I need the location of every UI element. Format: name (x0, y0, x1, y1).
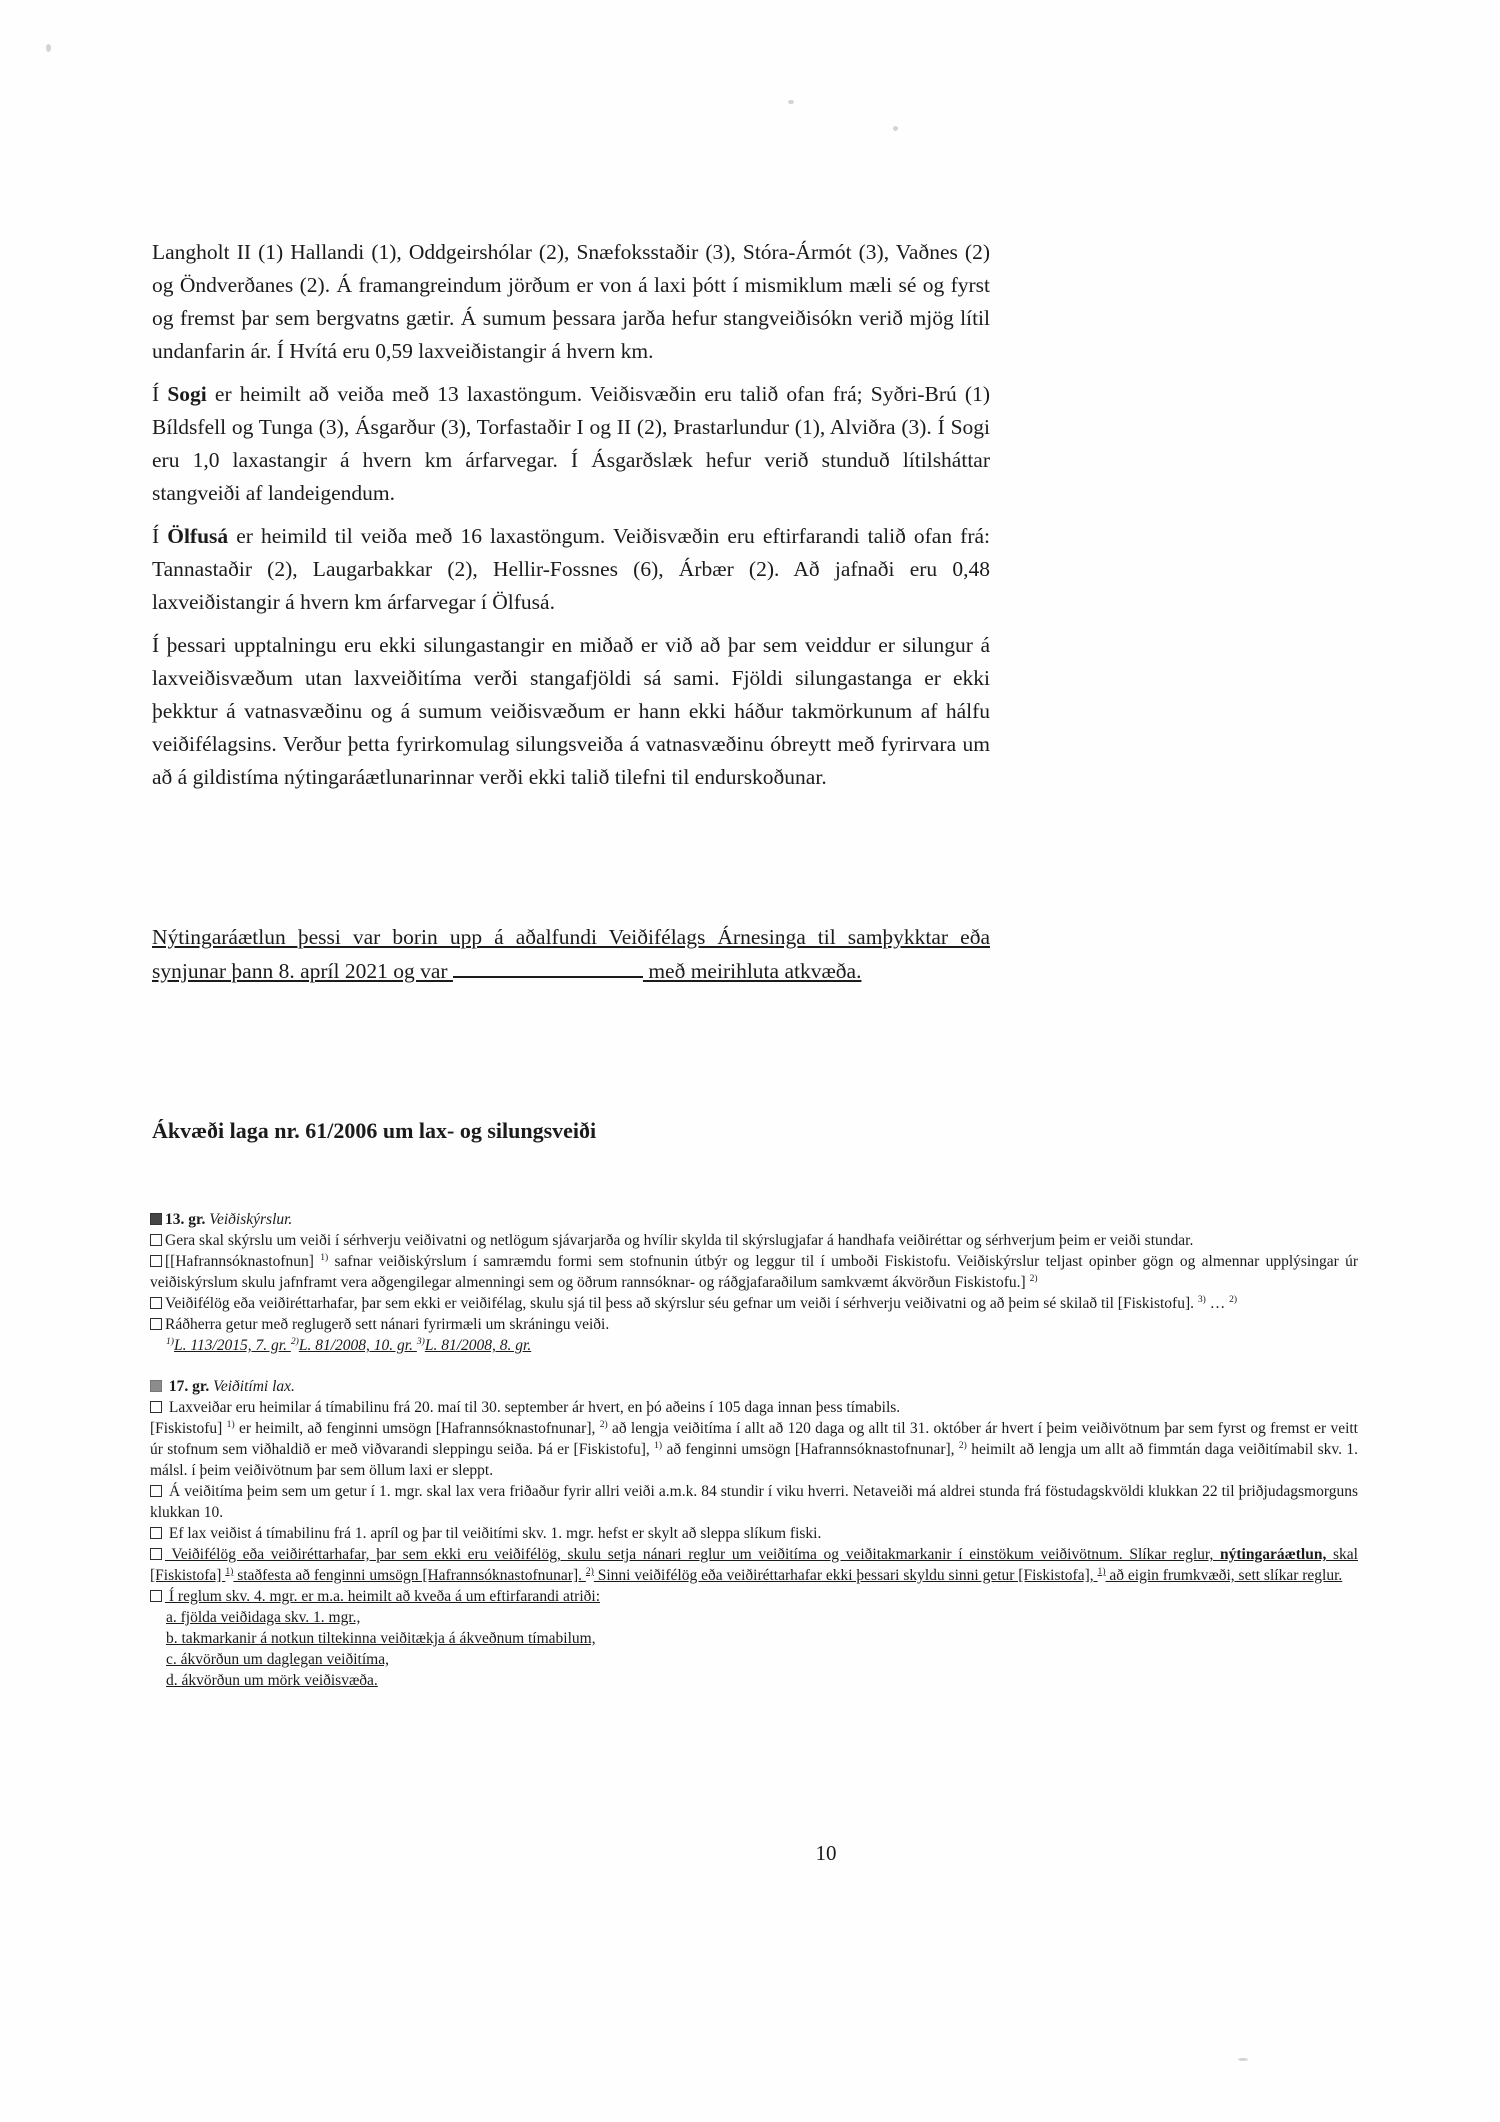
text-segment: Ölfusá (167, 524, 229, 548)
section-17-paragraph (150, 1481, 1358, 1523)
scan-artifact (46, 44, 51, 52)
scan-artifact (893, 126, 898, 131)
text-segment: Í (152, 524, 168, 548)
text-segment: Í þessari upptalningu eru ekki silungastangir en miðað er við að þar sem veiddur er silungur á laxveiðisvæðum utan laxveiðitíma verði stangafjöldi sá sami. Fjöldi silungastanga er ekki þekktur á vatnasvæðinu og á sumum veiðisvæðum er hann ekki háður takmörkunum af hálfu veiðifélagsins. Verður þetta fyrirkomulag silungsveiða á vatnasvæðinu óbreytt með fyrirvara um að á gildistíma nýtingaráætlunarinnar verði ekki talið tilefni til endurskoðunar. (152, 633, 990, 789)
text-segment: nýtingaráætlun, (1219, 1546, 1327, 1563)
section-13-paragraph (150, 1293, 1358, 1314)
section-13-paragraph (150, 1230, 1358, 1251)
law-text-column (150, 1209, 1358, 1691)
section-17-list-item (150, 1649, 1358, 1670)
text-segment: Gera skal skýrslu um veiði í sérhverju veiðivatni og netlögum sjávarjarða og hvílir skylda til skýrslugjafar á handhafa veiðiréttar og sérhverjum þeim er veiði stundar. (165, 1232, 1194, 1249)
body-paragraph-hvita (152, 236, 990, 368)
text-segment: Í (152, 382, 168, 406)
section-13-footnotes (150, 1335, 1358, 1356)
text-segment: c. ákvörðun um daglegan veiðitíma, (166, 1651, 389, 1668)
text-segment: 1) (1097, 1565, 1106, 1577)
body-paragraph-olfusa (152, 520, 990, 619)
empty-square-marker (150, 1318, 162, 1330)
section-17-title (150, 1376, 1358, 1397)
law-section-17 (150, 1376, 1358, 1691)
text-segment: safnar veiðiskýrslum í samræmdu formi sem stofnunin útbýr og leggur til í umboði Fiskistofu. Veiðiskýrslur teljast opinber gögn og almennar upplýsingar úr veiðiskýrslum skulu jafnframt vera aðgengilegar almenningi sem og öðrum rannsóknar- og ráðgjafaraðilum samkvæmt ákvörðun Fiskistofu.] (150, 1253, 1358, 1291)
body-paragraph-silungur (152, 629, 990, 794)
text-segment: er heimild til veiða með 16 laxastöngum. Veiðisvæðin eru eftirfarandi talið ofan frá: Tannastaðir (2), Laugarbakkar (2), Hellir-Fossnes (6), Árbær (2). Að jafnaði eru 0,48 laxveiðistangir á hvern km árfarvegar í Ölfusá. (152, 524, 990, 614)
text-segment: 2) (958, 1439, 967, 1451)
text-segment: Ráðherra getur með reglugerð sett nánari fyrirmæli um skráningu veiði. (165, 1316, 610, 1333)
approval-statement (152, 920, 990, 988)
empty-square-marker (150, 1548, 162, 1560)
body-paragraph-sog (152, 378, 990, 510)
text-segment: a. fjölda veiðidaga skv. 1. mgr., (166, 1609, 361, 1626)
empty-square-marker (150, 1297, 162, 1309)
text-segment: [[Hafrannsóknastofnun] (165, 1253, 321, 1270)
text-segment: Ef lax veiðist á tímabilinu frá 1. apríl og þar til veiðitími skv. 1. mgr. hefst er skylt að sleppa slíkum fiski. (165, 1525, 822, 1542)
text-segment: 1) (226, 1418, 235, 1430)
section-13-title (150, 1209, 1358, 1230)
text-segment: Langholt II (1) Hallandi (1), Oddgeirshólar (2), Snæfoksstaðir (3), Stóra-Ármót (3), Vaðnes (2) og Öndverðanes (2). Á framangreindum jörðum er von á laxi þótt í mismiklum mæli sé og fyrst og fremst þar sem bergvatns gætir. Á sumum þessara jarða hefur stangveiðisókn verið mjög lítil undanfarin ár. Í Hvítá eru 0,59 laxveiðistangir á hvern km. (152, 240, 990, 363)
section-17-paragraph (150, 1418, 1358, 1481)
text-segment: heimilt að lengja um allt að fimmtán daga veiðitímabil skv. 1. málsl. í þeim veiðivötnum þar sem öllum laxi er sleppt. (150, 1441, 1358, 1479)
text-segment: 2) (599, 1418, 608, 1430)
text-segment: … (1205, 1295, 1230, 1312)
text-segment: 17. gr. (168, 1378, 214, 1395)
section-17-paragraph (150, 1586, 1358, 1607)
text-segment: 1) (320, 1251, 329, 1263)
main-text-column (152, 236, 990, 1147)
scan-artifact (788, 100, 794, 104)
text-segment: Nýtingaráætlun þessi var borin upp á aðalfundi Veiðifélags Árnesinga til samþykktar eða synjunar þann 8. apríl 2021 og var (152, 925, 990, 983)
section-17-paragraph (150, 1544, 1358, 1586)
text-segment: d. ákvörðun um mörk veiðisvæða. (166, 1672, 378, 1689)
text-segment: 1) (166, 1335, 174, 1347)
text-segment: 2) (1029, 1272, 1038, 1284)
section-17-list-item (150, 1628, 1358, 1649)
text-segment: Laxveiðar eru heimilar á tímabilinu frá 20. maí til 30. september ár hvert, en þó aðeins í 105 daga innan þess tímabils. (165, 1399, 901, 1416)
scan-artifact (1238, 2058, 1248, 2061)
text-segment: að lengja veiðitíma í allt að 120 daga og allt til 31. október ár hvert í þeim veiðivötnum þar sem fyrst og fremst er veitt úr stofnum sem viðhaldið er með viðvarandi sleppingu seiða. Þá er [Fiskistofu], (150, 1420, 1358, 1458)
empty-square-marker (150, 1527, 162, 1539)
text-segment: 13. gr. (165, 1211, 210, 1228)
text-segment: L. 81/2008, 8. gr. (424, 1337, 532, 1354)
text-segment: L. 81/2008, 10. gr. (298, 1337, 417, 1354)
text-segment: Sinni veiðifélög eða veiðiréttarhafar ekki þessari skyldu sinni getur [Fiskistofa], (593, 1567, 1098, 1584)
law-section-13 (150, 1209, 1358, 1356)
page-number: 10 (815, 1841, 837, 1865)
empty-square-marker (150, 1401, 162, 1413)
text-segment: að eigin frumkvæði, sett slíkar reglur. (1105, 1567, 1343, 1584)
text-segment: er heimilt, að fenginni umsögn [Hafrannsóknastofnunar], (234, 1420, 600, 1437)
text-segment: Veiðitími lax. (213, 1378, 295, 1395)
text-segment: Veiðifélög eða veiðiréttarhafar, þar sem ekki eru veiðifélög, skulu setja nánari reglur um veiðitíma og veiðitakmarkanir í einstökum veiðivötnum. Slíkar reglur, (165, 1546, 1220, 1563)
text-segment: b. takmarkanir á notkun tiltekinna veiðitækja á ákveðnum tímabilum, (166, 1630, 596, 1647)
blank-underline (453, 976, 643, 978)
text-segment: staðfesta að fenginni umsögn [Hafrannsóknastofnunar]. (233, 1567, 586, 1584)
text-segment: skal [Fiskistofa] (150, 1546, 1358, 1584)
section-17-list-item (150, 1670, 1358, 1691)
text-segment: 3) (416, 1335, 425, 1347)
empty-square-marker (150, 1590, 162, 1602)
text-segment: 1) (225, 1565, 234, 1577)
empty-square-marker (150, 1485, 162, 1497)
text-segment: 2) (585, 1565, 594, 1577)
text-segment: Á veiðitíma þeim sem um getur í 1. mgr. skal lax vera friðaður fyrir allri veiði a.m.k. 84 stundir í viku hverri. Netaveiði má aldrei stunda frá föstudagskvöldi klukkan 22 til þriðjudagsmorguns klukkan 10. (150, 1483, 1358, 1521)
section-17-paragraph (150, 1397, 1358, 1418)
filled-square-marker (150, 1380, 162, 1392)
section-17-list-item (150, 1607, 1358, 1628)
text-segment: 3) (1197, 1293, 1206, 1305)
text-segment: 2) (290, 1335, 299, 1347)
text-segment: er heimilt að veiða með 13 laxastöngum. Veiðisvæðin eru talið ofan frá; Syðri-Brú (1) Bíldsfell og Tunga (3), Ásgarður (3), Torfastaðir I og II (2), Þrastarlundur (1), Alviðra (3). Í Sogi eru 1,0 laxastangir á hvern km árfarvegar. Í Ásgarðslæk hefur verið stunduð lítilsháttar stangveiði af landeigendum. (152, 382, 990, 505)
text-segment: [Fiskistofu] (150, 1420, 227, 1437)
text-segment: Veiðifélög eða veiðiréttarhafar, þar sem ekki er veiðifélag, skulu sjá til þess að skýrslur séu gefnar um veiði í sérhverju veiðivatni og að þeim sé skilað til [Fiskistofu]. (165, 1295, 1198, 1312)
empty-square-marker (150, 1255, 162, 1267)
text-segment: L. 113/2015, 7. gr. (174, 1337, 291, 1354)
law-heading: Ákvæði laga nr. 61/2006 um lax- og silungsveiði (152, 1118, 597, 1143)
section-13-paragraph (150, 1314, 1358, 1335)
text-segment: 1) (654, 1439, 663, 1451)
text-segment: Veiðiskýrslur. (209, 1211, 293, 1228)
empty-square-marker (150, 1234, 162, 1246)
text-segment: Í reglum skv. 4. mgr. er m.a. heimilt að kveða á um eftirfarandi atriði: (165, 1588, 601, 1605)
text-segment: að fenginni umsögn [Hafrannsóknastofnunar], (662, 1441, 959, 1458)
filled-square-marker (150, 1213, 162, 1225)
section-17-paragraph (150, 1523, 1358, 1544)
text-segment: 2) (1229, 1293, 1238, 1305)
text-segment: Sogi (167, 382, 207, 406)
section-13-paragraph (150, 1251, 1358, 1293)
text-segment: með meirihluta atkvæða. (642, 959, 862, 983)
